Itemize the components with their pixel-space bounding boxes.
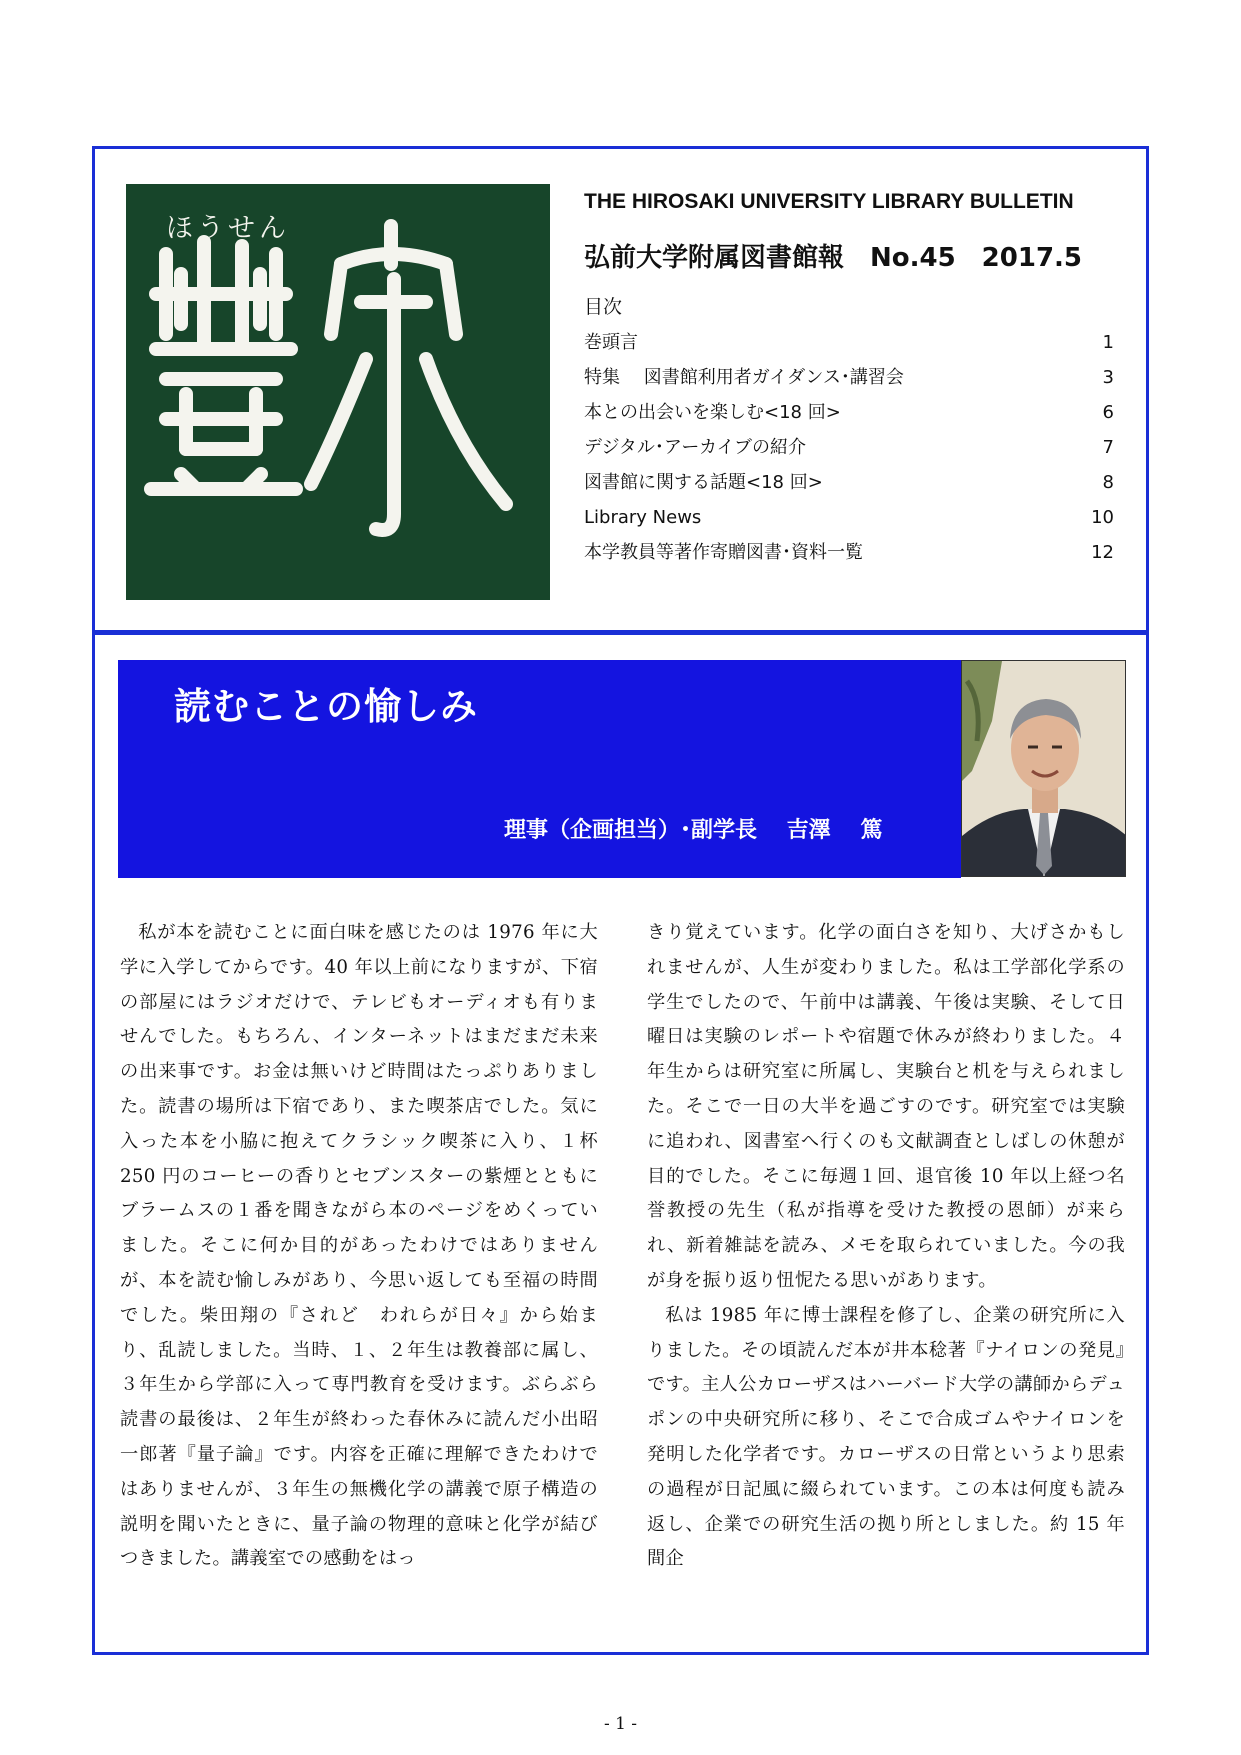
author-portrait-image bbox=[962, 661, 1126, 877]
toc-item-page: 12 bbox=[1091, 542, 1114, 563]
page-number: - 1 - bbox=[603, 1714, 638, 1734]
toc-item-page: 3 bbox=[1102, 367, 1114, 388]
toc-item-title: 本学教員等著作寄贈図書･資料一覧 bbox=[584, 542, 863, 563]
toc-item-title: 本との出会いを楽しむ<18 回> bbox=[584, 402, 841, 423]
article-paragraph: きり覚えています。化学の面白さを知り、大げさかもしれませんが、人生が変わりました。私は工学部化学系の学生でしたので、午前中は講義、午後は実験、そして日曜日は実験のレポートや宿題で休みが終わりました。４年生からは研究室に所属し、実験台と机を与えられました。そこで一日の大半を過ごすのです。研究室では実験に追われ、図書室へ行くのも文献調査としばしの休憩が目的でした。そこに毎週１回、退官後 10 年以上経つ名誉教授の先生（私が指導を受けた教授の恩師）が来られ、新着雑誌を読み、メモを取られていました。今の我が身を振り返り忸怩たる思いがあります。 bbox=[647, 922, 1125, 1291]
article-body-left-column bbox=[120, 916, 598, 1577]
toc-item[interactable] bbox=[584, 465, 1114, 500]
article-title: 読むことの愉しみ bbox=[174, 685, 478, 728]
toc-item-title: デジタル･アーカイブの紹介 bbox=[584, 437, 806, 458]
toc-item[interactable] bbox=[584, 430, 1114, 465]
article-title-band bbox=[118, 660, 961, 878]
article-author: 理事（企画担当）･副学長 吉澤 篤 bbox=[504, 818, 883, 843]
toc-item-title: 特集 図書館利用者ガイダンス･講習会 bbox=[584, 367, 904, 388]
toc-item-title: 図書館に関する話題<18 回> bbox=[584, 472, 823, 493]
toc-item-title: Library News bbox=[584, 507, 702, 528]
toc-item[interactable] bbox=[584, 395, 1114, 430]
toc-heading: 目次 bbox=[584, 296, 623, 318]
bulletin-english-title: THE HIROSAKI UNIVERSITY LIBRARY BULLETIN bbox=[584, 190, 1074, 213]
houzen-seal-glyph-icon bbox=[126, 184, 550, 600]
toc-item-page: 8 bbox=[1102, 472, 1114, 493]
logo-kana: ほうせん bbox=[166, 213, 290, 244]
toc-item[interactable] bbox=[584, 360, 1114, 395]
toc-item-page: 1 bbox=[1102, 332, 1114, 353]
table-of-contents bbox=[584, 290, 1114, 570]
toc-item[interactable] bbox=[584, 500, 1114, 535]
toc-item-page: 10 bbox=[1091, 507, 1114, 528]
toc-item-title: 巻頭言 bbox=[584, 332, 638, 353]
article-paragraph: 私は 1985 年に博士課程を修了し、企業の研究所に入りました。その頃読んだ本が井本稔著『ナイロンの発見』です。主人公カローザスはハーバード大学の講師からデュポンの中央研究所に移り、そこで合成ゴムやナイロンを発明した化学者です。カローザスの日常というより思索の過程が日記風に綴られています。この本は何度も読み返し、企業での研究生活の拠り所としました。約 15 年間企 bbox=[647, 1304, 1125, 1570]
article-body-right-column bbox=[647, 916, 1125, 1577]
article-paragraph: 私が本を読むことに面白味を感じたのは 1976 年に大学に入学してからです。40 年以上前になりますが、下宿の部屋にはラジオだけで、テレビもオーディオも有りませんでした。もちろん、インターネットはまだまだ未来の出来事です。お金は無いけど時間はたっぷりありました。読書の場所は下宿であり、また喫茶店でした。気に入った本を小脇に抱えてクラシック喫茶に入り、１杯 250 円のコーヒーの香りとセブンスターの紫煙とともにブラームスの１番を聞きながら本のページをめくっていました。そこに何か目的があったわけではありませんが、本を読む愉しみがあり、今思い返しても至福の時間でした。柴田翔の『されど われらが日々』から始まり、乱読しました。当時、１、２年生は教養部に属し、３年生から学部に入って専門教育を受けます。ぶらぶら読書の最後は、２年生が終わった春休みに読んだ小出昭一郎著『量子論』です。内容を正確に理解できたわけではありませんが、３年生の無機化学の講義で原子構造の説明を聞いたときに、量子論の物理的意味と化学が結びつきました。講義室での感動をはっ bbox=[120, 922, 598, 1570]
toc-item[interactable] bbox=[584, 535, 1114, 570]
toc-item-page: 7 bbox=[1102, 437, 1114, 458]
author-portrait bbox=[961, 660, 1126, 877]
toc-item[interactable] bbox=[584, 325, 1114, 360]
toc-item-page: 6 bbox=[1102, 402, 1114, 423]
bulletin-logo bbox=[126, 184, 550, 600]
bulletin-japanese-title: 弘前大学附属図書館報 No.45 2017.5 bbox=[584, 243, 1083, 273]
